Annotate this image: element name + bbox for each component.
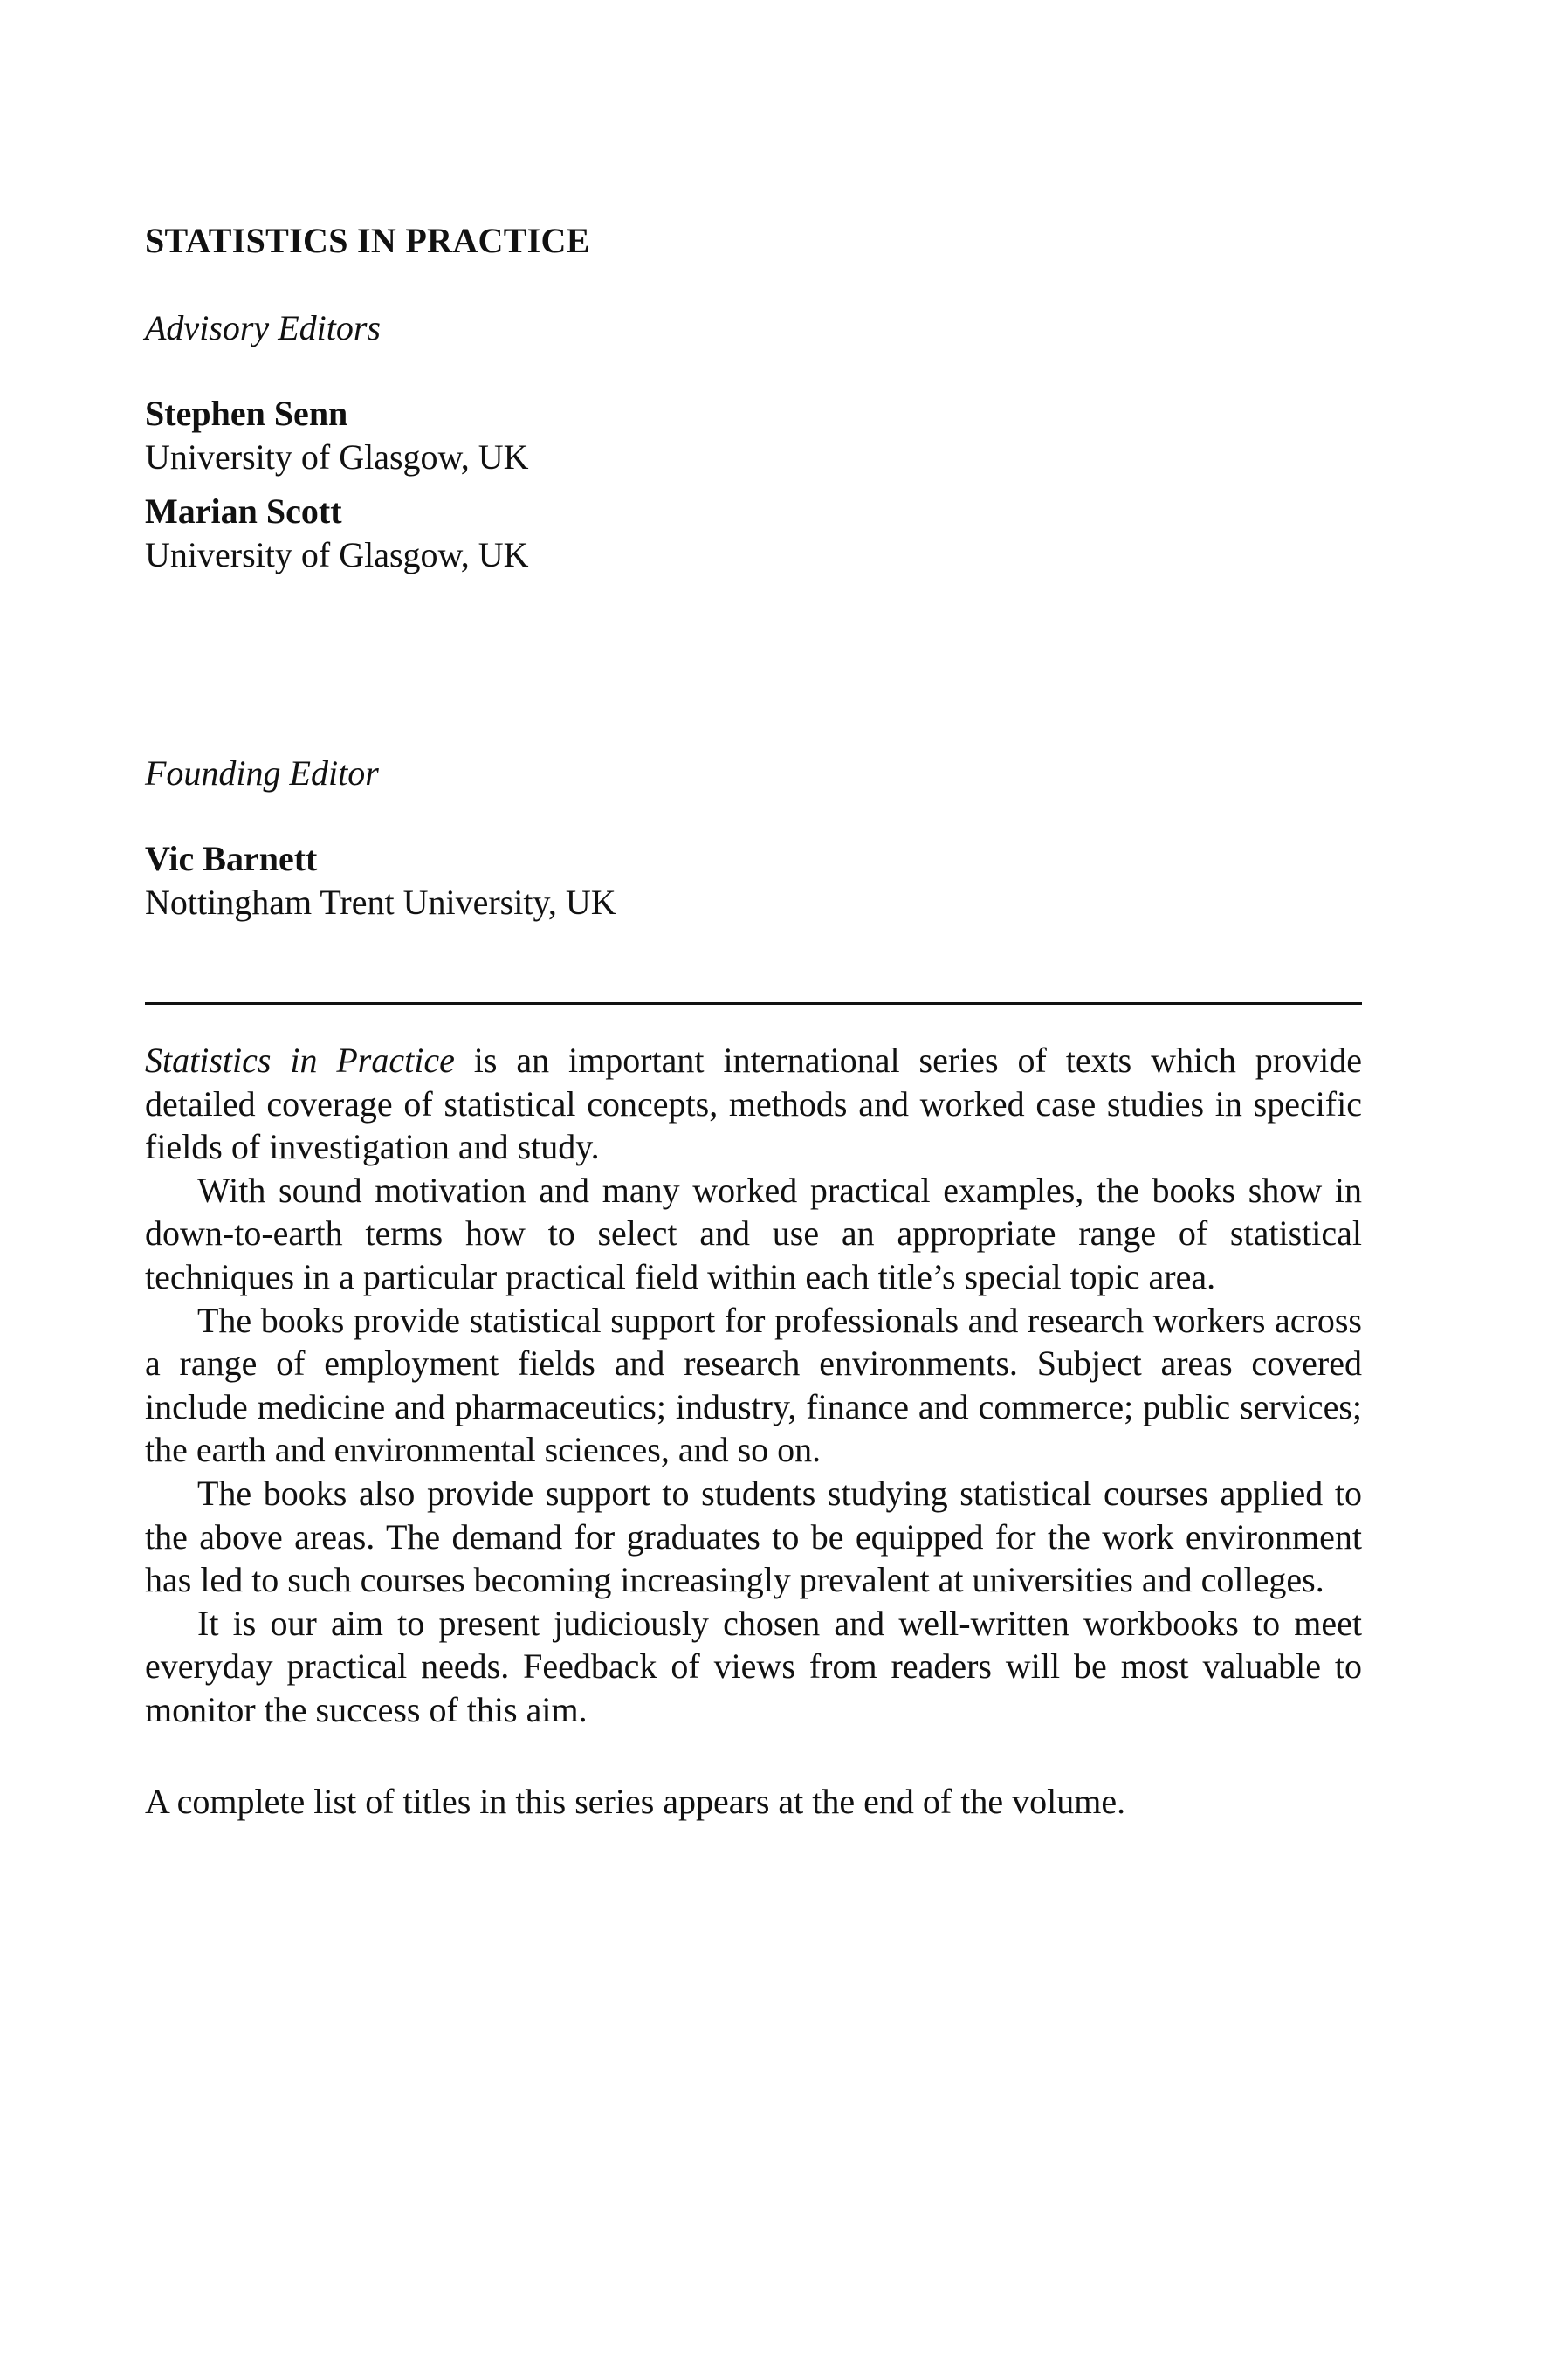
advisory-editor-affiliation-1: University of Glasgow, UK bbox=[145, 437, 529, 477]
series-description bbox=[145, 1039, 1362, 1732]
series-title: STATISTICS IN PRACTICE bbox=[145, 221, 590, 260]
description-paragraph-5: It is our aim to present judiciously chosen and well-written workbooks to meet everyday practical needs. Feedback of views from readers will be most valuable to monitor the success of this aim. bbox=[145, 1603, 1362, 1729]
advisory-editor-name-1: Stephen Senn bbox=[145, 394, 348, 433]
advisory-editor-name-2: Marian Scott bbox=[145, 491, 342, 531]
founding-editor-heading: Founding Editor bbox=[145, 753, 379, 793]
description-paragraph-3: The books provide statistical support for professionals and research workers across a range of employment fields and research environments. Subject areas covered include medicine and pharmaceutics; industry, finance and commerce; public services; the earth and environmental sciences, and so on. bbox=[145, 1300, 1362, 1470]
founding-editor-name: Vic Barnett bbox=[145, 839, 318, 878]
description-paragraph-4: The books also provide support to students studying statistical courses applied to the above areas. The demand for graduates to be equipped for the work environment has led to such courses becoming increasingly prevalent at universities and colleges. bbox=[145, 1473, 1362, 1600]
titles-list-note: A complete list of titles in this series appears at the end of the volume. bbox=[145, 1782, 1126, 1821]
advisory-editor-affiliation-2: University of Glasgow, UK bbox=[145, 535, 529, 574]
description-paragraph-1 bbox=[145, 1039, 1362, 1169]
founding-editor-affiliation: Nottingham Trent University, UK bbox=[145, 883, 616, 922]
advisory-editors-heading: Advisory Editors bbox=[145, 308, 381, 347]
description-paragraph-1-text: is an important international series of texts which provide detailed coverage of statistical concepts, methods and worked case studies in specific fields of investigation and study. bbox=[145, 1041, 1362, 1167]
description-paragraph-2: With sound motivation and many worked practical examples, the books show in down-to-earth terms how to select and use an appropriate range of statistical techniques in a particular practical field within each title’s special topic area. bbox=[145, 1170, 1362, 1296]
series-name: Statistics in Practice bbox=[145, 1041, 455, 1080]
section-divider bbox=[145, 1002, 1362, 1005]
